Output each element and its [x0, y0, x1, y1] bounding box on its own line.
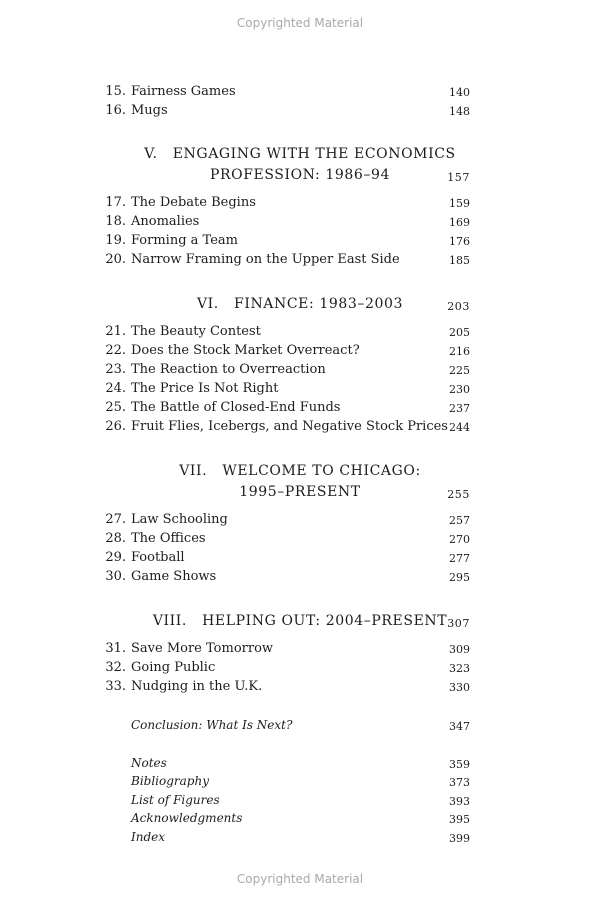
part-numeral: VIII.	[152, 613, 187, 629]
page-number: 237	[449, 402, 470, 415]
page-number: 225	[449, 364, 470, 377]
page-number: 257	[449, 514, 470, 527]
toc-entry	[0, 419, 600, 438]
chapter-title: Going Public	[131, 660, 216, 675]
chapter-title: Narrow Framing on the Upper East Side	[131, 252, 400, 267]
chapter-number: 16.	[105, 103, 126, 118]
back-matter-title: Acknowledgments	[131, 811, 243, 825]
page-number: 399	[449, 832, 470, 845]
toc-entry	[0, 233, 600, 252]
part-numeral: VI.	[196, 296, 219, 312]
toc-entry	[0, 195, 600, 214]
part-title-continued: 1995–PRESENT	[239, 484, 361, 500]
chapter-number: 15.	[105, 84, 126, 99]
chapter-title: Anomalies	[131, 214, 200, 229]
chapter-number: 17.	[105, 195, 126, 210]
toc-entry	[0, 252, 600, 271]
page-number: 395	[449, 813, 470, 826]
part-numeral: VII.	[179, 463, 208, 479]
back-matter-entry	[0, 718, 600, 737]
page-number: 185	[449, 254, 470, 267]
chapter-number: 26.	[105, 419, 126, 434]
chapter-number: 33.	[105, 679, 126, 694]
part-title: ENGAGING WITH THE ECONOMICS	[172, 146, 456, 162]
chapter-title: Mugs	[131, 103, 168, 118]
part-title-line	[0, 463, 600, 479]
toc-entry	[0, 679, 600, 698]
part-title: WELCOME TO CHICAGO:	[222, 463, 421, 479]
part-title: HELPING OUT: 2004–PRESENT	[202, 613, 448, 629]
back-matter-entry	[0, 811, 600, 830]
chapter-number: 21.	[105, 324, 126, 339]
page-number: 307	[447, 617, 470, 630]
chapter-number: 22.	[105, 343, 126, 358]
back-matter-title: Index	[131, 830, 166, 844]
back-matter-title: Bibliography	[131, 774, 209, 788]
part-title-line	[0, 167, 600, 183]
chapter-number: 27.	[105, 512, 126, 527]
page-number: 347	[449, 720, 470, 733]
chapter-number: 30.	[105, 569, 126, 584]
page-number: 393	[449, 795, 470, 808]
page-number: 140	[449, 86, 470, 99]
chapter-title: The Price Is Not Right	[131, 381, 279, 396]
toc-entry	[0, 550, 600, 569]
toc-entry	[0, 103, 600, 122]
chapter-title: Football	[131, 550, 185, 565]
chapter-title: Fairness Games	[131, 84, 236, 99]
chapter-title: Nudging in the U.K.	[131, 679, 263, 694]
part-title-continued: PROFESSION: 1986–94	[209, 167, 391, 183]
toc-entry	[0, 84, 600, 103]
page-number: 148	[449, 105, 470, 118]
page-number: 157	[447, 171, 470, 184]
chapter-number: 29.	[105, 550, 126, 565]
chapter-title: The Debate Begins	[131, 195, 256, 210]
toc-entry	[0, 512, 600, 531]
watermark-bottom: Copyrighted Material	[236, 872, 364, 886]
part-numeral: V.	[144, 146, 158, 162]
page-number: 295	[449, 571, 470, 584]
toc-entry	[0, 660, 600, 679]
chapter-title: Forming a Team	[131, 233, 238, 248]
part-title-line	[0, 296, 600, 312]
back-matter-title: Conclusion: What Is Next?	[131, 718, 293, 732]
part-title-line	[0, 484, 600, 500]
toc-entry	[0, 641, 600, 660]
page-number: 230	[449, 383, 470, 396]
chapter-number: 25.	[105, 400, 126, 415]
toc-entry	[0, 214, 600, 233]
chapter-title: Game Shows	[131, 569, 217, 584]
page-number: 330	[449, 681, 470, 694]
part-title-line	[0, 146, 600, 162]
toc-entry	[0, 362, 600, 381]
chapter-title: The Offices	[131, 531, 206, 546]
page-number: 169	[449, 216, 470, 229]
page-number: 270	[449, 533, 470, 546]
chapter-number: 18.	[105, 214, 126, 229]
toc-entry	[0, 381, 600, 400]
page-number: 323	[449, 662, 470, 675]
chapter-number: 28.	[105, 531, 126, 546]
page-number: 309	[449, 643, 470, 656]
page-number: 159	[449, 197, 470, 210]
back-matter-title: Notes	[131, 756, 167, 770]
page-number: 277	[449, 552, 470, 565]
page-number: 176	[449, 235, 470, 248]
toc-entry	[0, 569, 600, 588]
back-matter-title: List of Figures	[131, 793, 220, 807]
chapter-title: Law Schooling	[131, 512, 228, 527]
chapter-number: 32.	[105, 660, 126, 675]
toc-entry	[0, 400, 600, 419]
page-number: 244	[449, 421, 470, 434]
page-number: 255	[447, 488, 470, 501]
back-matter-entry	[0, 793, 600, 812]
chapter-number: 20.	[105, 252, 126, 267]
toc-entry	[0, 343, 600, 362]
watermark-top: Copyrighted Material	[236, 16, 364, 30]
page-number: 359	[449, 758, 470, 771]
chapter-title: Fruit Flies, Icebergs, and Negative Stock Prices	[131, 419, 448, 434]
chapter-number: 23.	[105, 362, 126, 377]
part-title: FINANCE: 1983–2003	[234, 296, 404, 312]
chapter-title: The Battle of Closed-End Funds	[131, 400, 341, 415]
toc-entry	[0, 324, 600, 343]
page-number: 205	[449, 326, 470, 339]
back-matter-entry	[0, 830, 600, 849]
back-matter-entry	[0, 774, 600, 793]
toc-entry	[0, 531, 600, 550]
chapter-number: 31.	[105, 641, 126, 656]
page-number: 203	[447, 300, 470, 313]
part-title-line	[0, 613, 600, 629]
page-number: 373	[449, 776, 470, 789]
chapter-title: Does the Stock Market Overreact?	[131, 343, 360, 358]
chapter-number: 19.	[105, 233, 126, 248]
chapter-number: 24.	[105, 381, 126, 396]
chapter-title: The Beauty Contest	[131, 324, 261, 339]
page-number: 216	[449, 345, 470, 358]
back-matter-entry	[0, 756, 600, 775]
chapter-title: Save More Tomorrow	[131, 641, 274, 656]
chapter-title: The Reaction to Overreaction	[131, 362, 326, 377]
